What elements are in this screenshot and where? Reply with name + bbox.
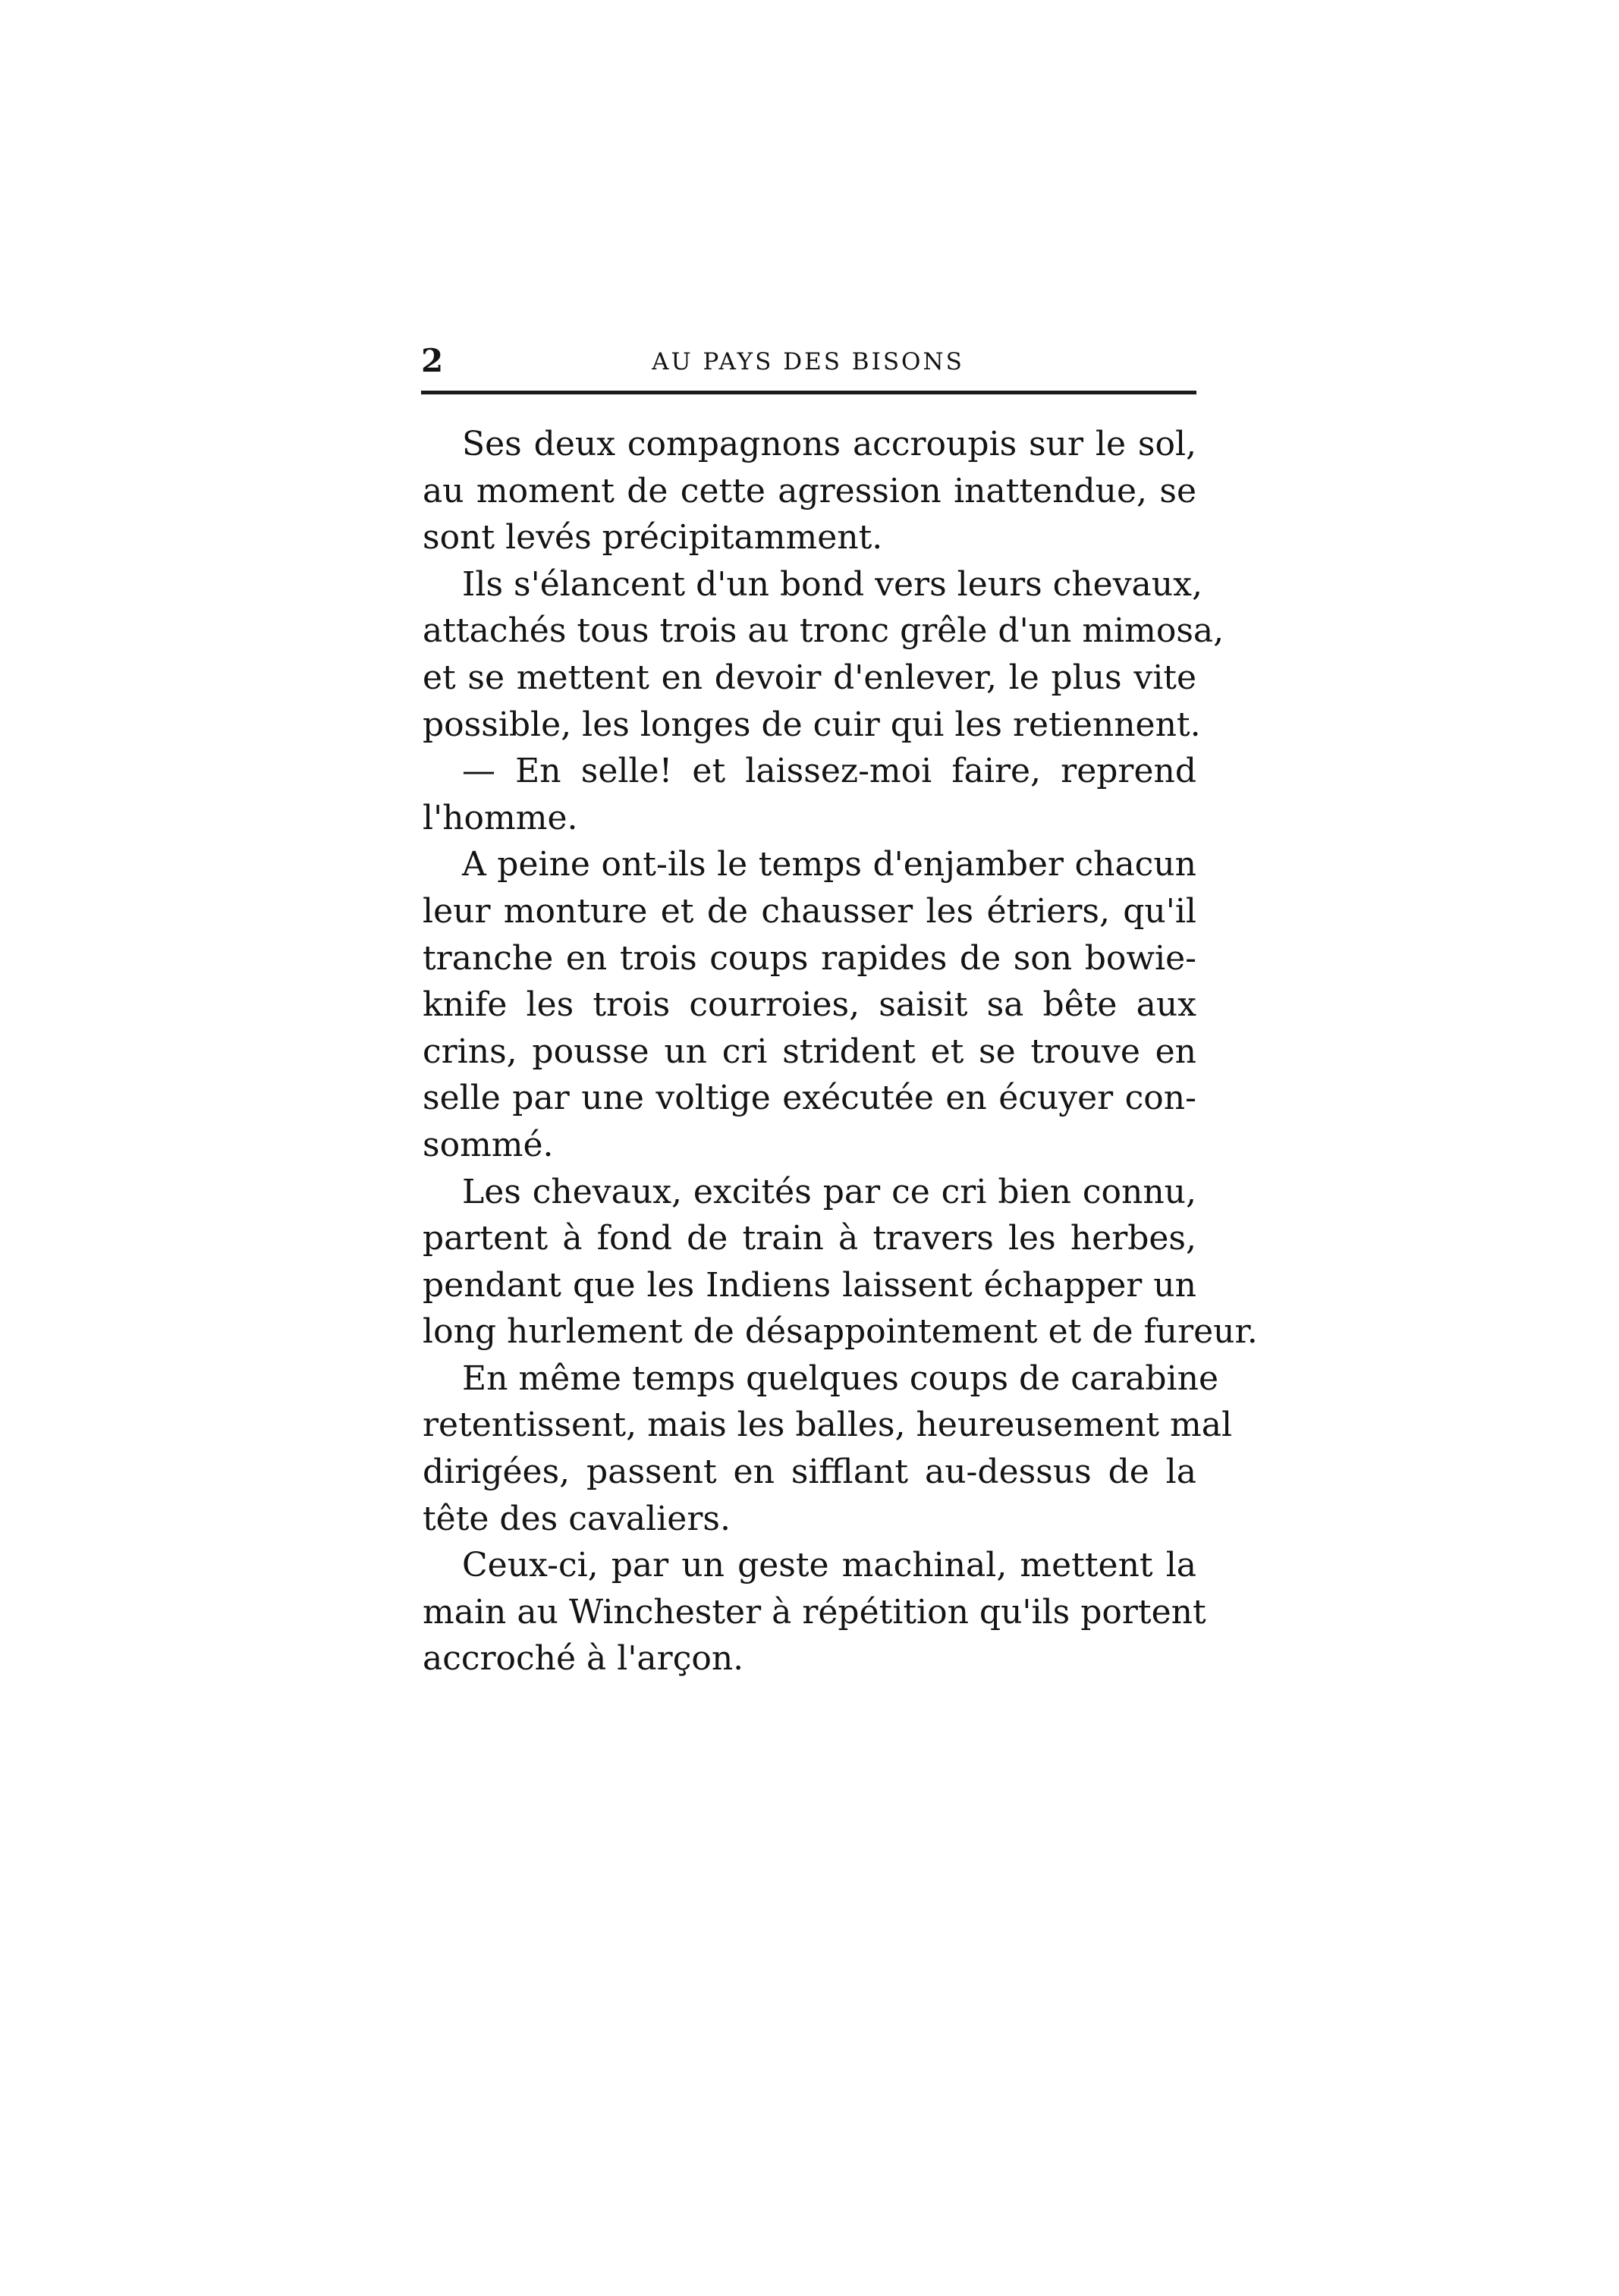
text-line: l'homme. (423, 798, 578, 837)
text-line: tranche en trois coups rapides de son bowie- (423, 938, 1196, 978)
text-line: attachés tous trois au tronc grêle d'un mimosa, (423, 611, 1224, 651)
page-number: 2 (421, 342, 444, 379)
body-text (423, 421, 1258, 1682)
text-line: possible, les longes de cuir qui les retiennent. (423, 705, 1201, 744)
text-line: knife les trois courroies, saisit sa bête aux (423, 985, 1196, 1025)
text-line: tête des cavaliers. (423, 1499, 731, 1538)
text-line: Ceux-ci, par un geste machinal, mettent la (462, 1546, 1196, 1585)
text-line: long hurlement de désappointement et de fureur. (423, 1312, 1258, 1352)
text-line: A peine ont-ils le temps d'enjamber chacun (462, 845, 1196, 884)
running-head (421, 340, 1195, 385)
text-line: — En selle! et laissez-moi faire, reprend (462, 752, 1196, 791)
text-line: au moment de cette agression inattendue, se (423, 471, 1196, 510)
text-line: pendant que les Indiens laissent échapper un (423, 1265, 1196, 1305)
text-line: crins, pousse un cri strident et se trouve en (423, 1032, 1196, 1071)
text-line: En même temps quelques coups de carabine (462, 1358, 1219, 1398)
text-line: accroché à l'arçon. (423, 1639, 744, 1679)
text-line: sommé. (423, 1125, 554, 1164)
text-line: Les chevaux, excités par ce cri bien connu, (462, 1172, 1196, 1211)
text-line: retentissent, mais les balles, heureusement mal (423, 1406, 1233, 1445)
text-line: et se mettent en devoir d'enlever, le plus vite (423, 658, 1196, 697)
text-line: selle par une voltige exécutée en écuyer con- (423, 1079, 1196, 1118)
text-line: Ses deux compagnons accroupis sur le sol, (462, 425, 1196, 463)
text-line: sont levés précipitamment. (423, 518, 883, 558)
text-line: Ils s'élancent d'un bond vers leurs chevaux, (462, 564, 1202, 604)
text-line: dirigées, passent en sifflant au-dessus de la (423, 1453, 1196, 1492)
text-line: leur monture et de chausser les étriers, qu'il (423, 891, 1196, 931)
header-rule (421, 391, 1196, 394)
text-line: partent à fond de train à travers les herbes, (423, 1219, 1196, 1258)
text-line: main au Winchester à répétition qu'ils portent (423, 1592, 1206, 1632)
running-title: AU PAYS DES BISONS (652, 348, 964, 375)
